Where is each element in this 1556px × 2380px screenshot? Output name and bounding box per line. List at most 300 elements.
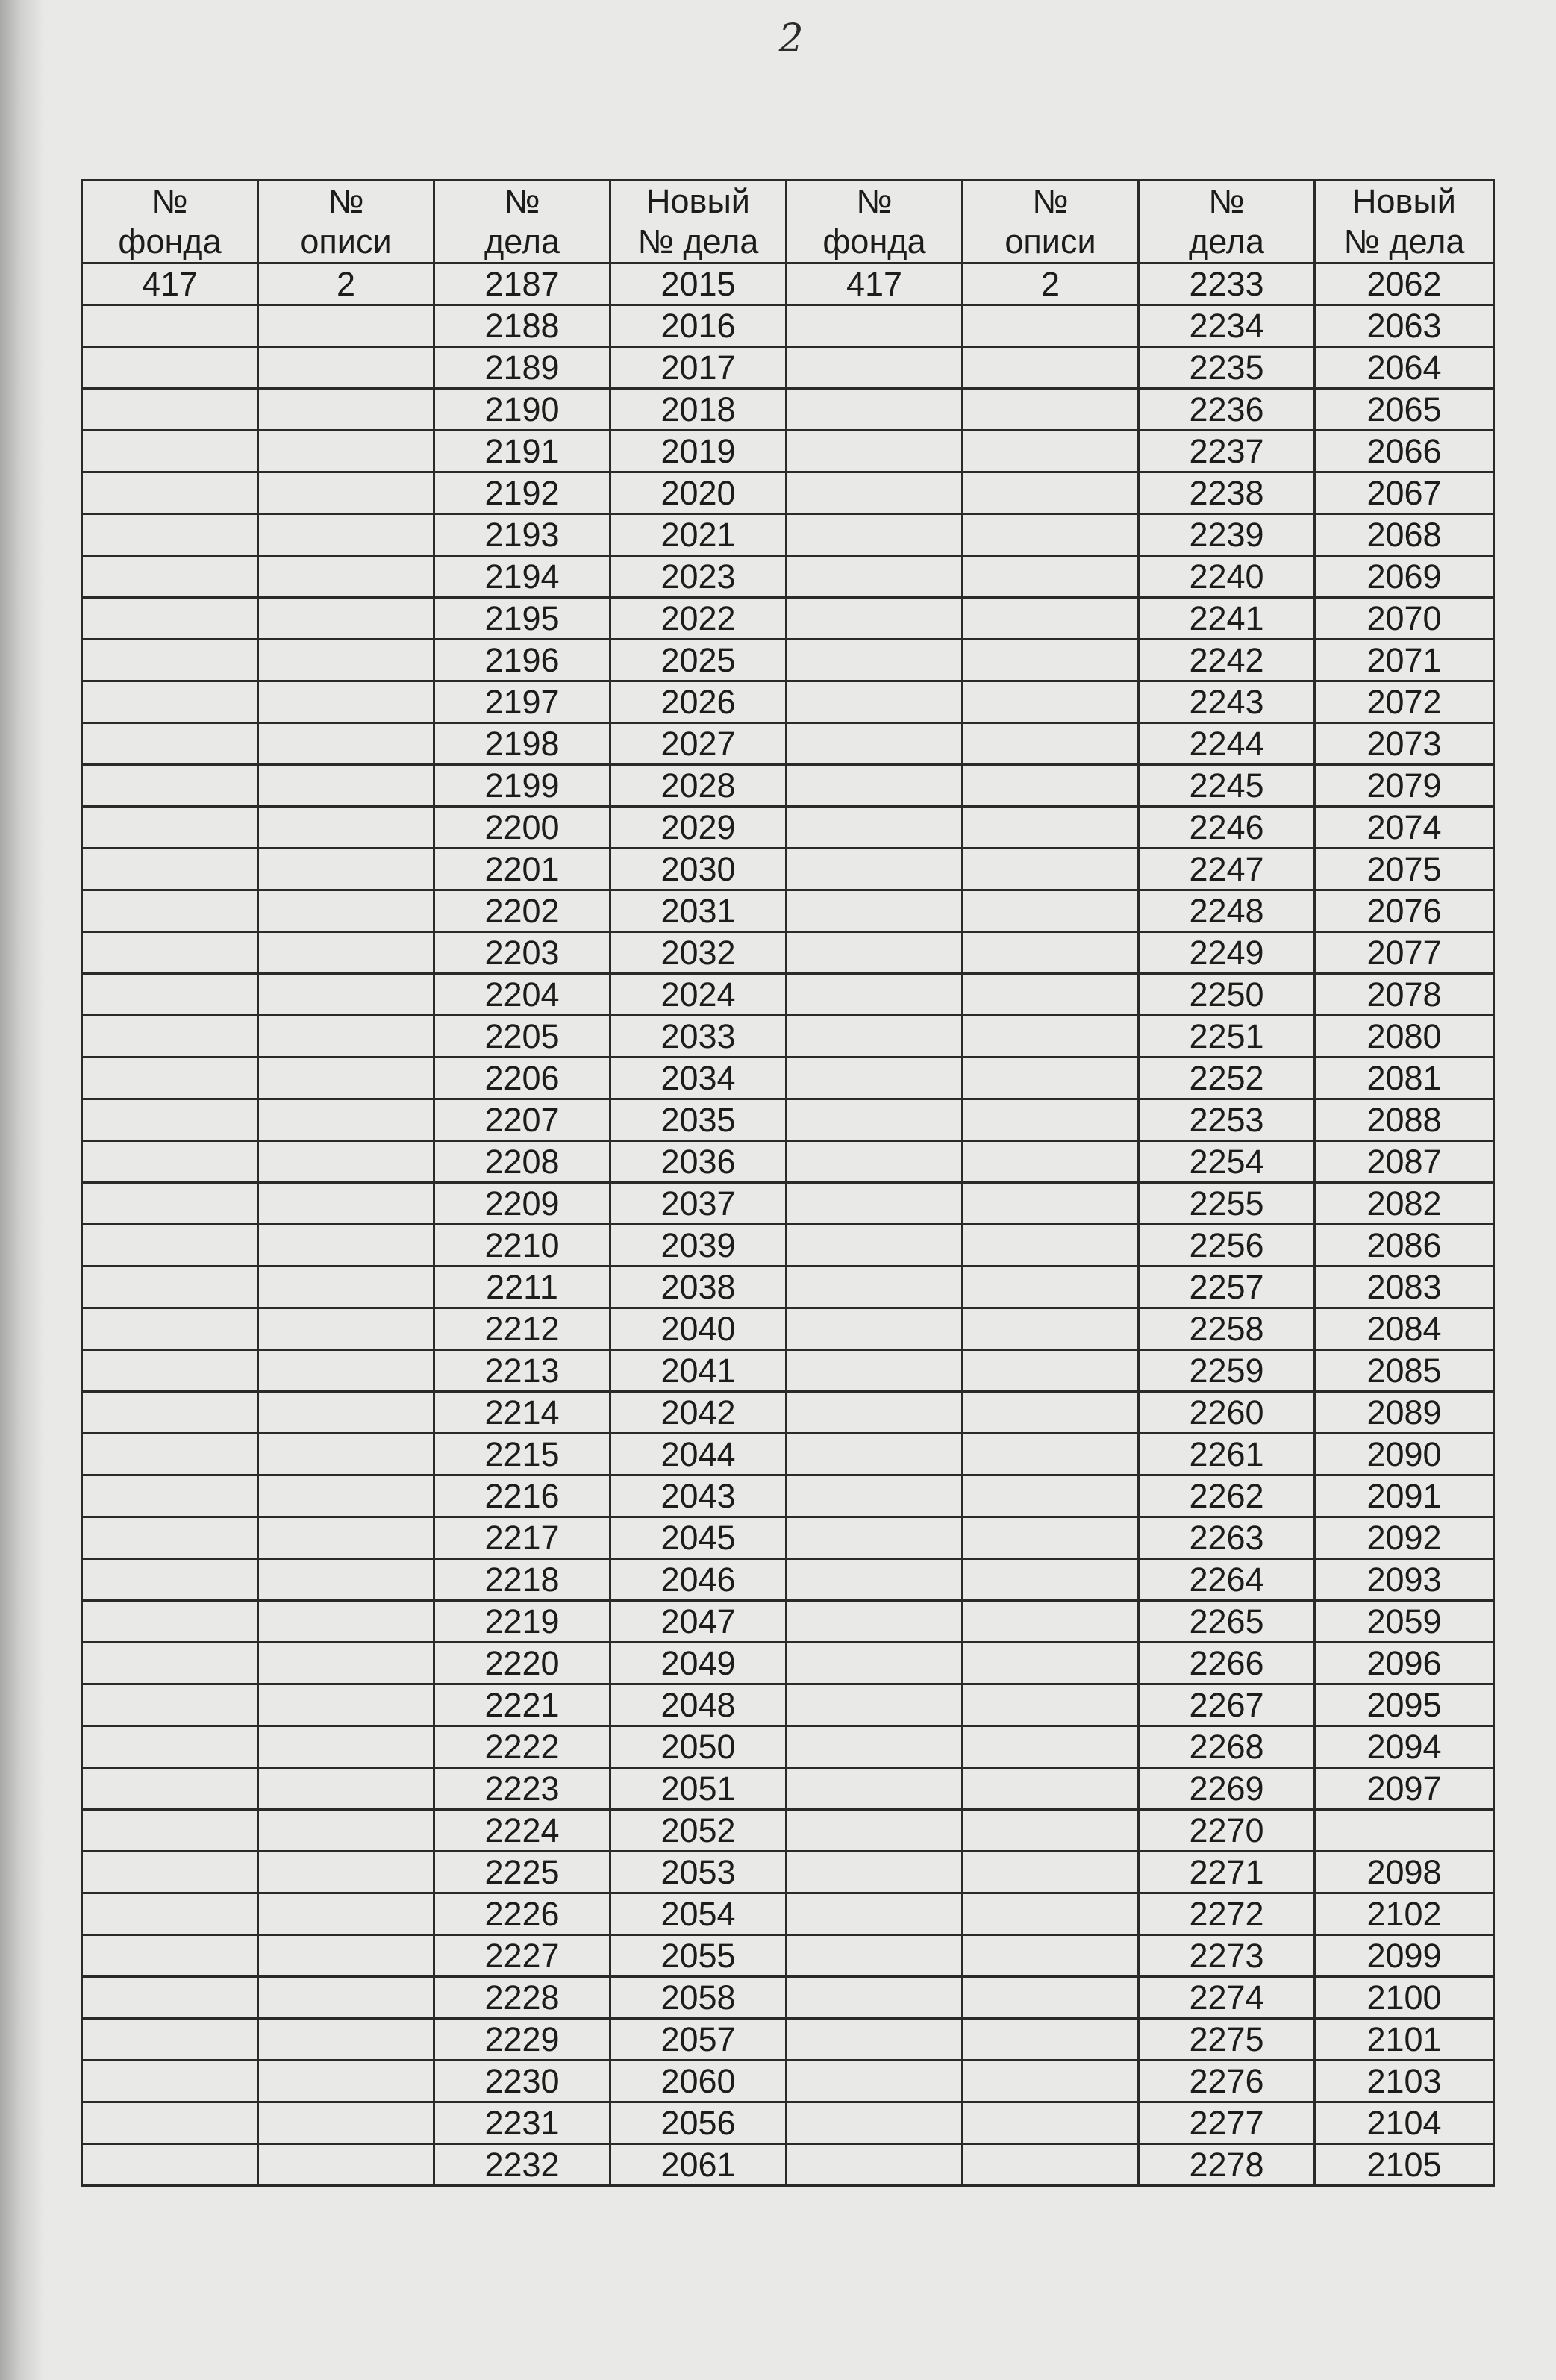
cell-inventory-number: [963, 1726, 1139, 1768]
cell-case-number: 2217: [434, 1517, 610, 1559]
cell-case-number: 2277: [1139, 2102, 1315, 2144]
cell-fund-number: [787, 681, 963, 723]
cell-inventory-number: [963, 765, 1139, 807]
cell-new-case-number: 2089: [1315, 1392, 1494, 1434]
cell-fund-number: [82, 932, 258, 974]
cell-fund-number: [82, 1308, 258, 1350]
cell-case-number: 2255: [1139, 1183, 1315, 1225]
cell-inventory-number: [963, 1141, 1139, 1183]
cell-case-number: 2210: [434, 1225, 610, 1266]
cell-fund-number: [787, 1852, 963, 1893]
cell-case-number: 2245: [1139, 765, 1315, 807]
table-row: [82, 1517, 1494, 1559]
cell-case-number: 2241: [1139, 598, 1315, 640]
table-row: [82, 681, 1494, 723]
table-row: [82, 556, 1494, 598]
cell-fund-number: [82, 1935, 258, 1977]
cell-inventory-number: [258, 2061, 434, 2102]
cell-new-case-number: 2029: [610, 807, 787, 849]
cell-new-case-number: 2026: [610, 681, 787, 723]
cell-new-case-number: 2044: [610, 1434, 787, 1475]
table-row: [82, 1099, 1494, 1141]
cell-case-number: 2218: [434, 1559, 610, 1601]
cell-new-case-number: 2094: [1315, 1726, 1494, 1768]
cell-case-number: 2238: [1139, 472, 1315, 514]
cell-inventory-number: [963, 1434, 1139, 1475]
cell-inventory-number: [258, 1141, 434, 1183]
cell-case-number: 2230: [434, 2061, 610, 2102]
cell-fund-number: [82, 472, 258, 514]
cell-new-case-number: [1315, 1810, 1494, 1852]
cell-case-number: 2275: [1139, 2019, 1315, 2061]
cell-fund-number: [787, 723, 963, 765]
cell-fund-number: [82, 1559, 258, 1601]
cell-fund-number: [787, 556, 963, 598]
table-row: [82, 1183, 1494, 1225]
cell-inventory-number: [963, 1559, 1139, 1601]
cell-inventory-number: [963, 1852, 1139, 1893]
cell-case-number: 2227: [434, 1935, 610, 1977]
cell-new-case-number: 2085: [1315, 1350, 1494, 1392]
cell-new-case-number: 2076: [1315, 890, 1494, 932]
cell-new-case-number: 2086: [1315, 1225, 1494, 1266]
cell-fund-number: [787, 1810, 963, 1852]
cell-new-case-number: 2032: [610, 932, 787, 974]
cell-new-case-number: 2027: [610, 723, 787, 765]
cell-fund-number: [787, 2144, 963, 2186]
cell-inventory-number: [963, 1643, 1139, 1684]
cell-case-number: 2244: [1139, 723, 1315, 765]
cell-case-number: 2250: [1139, 974, 1315, 1016]
cell-case-number: 2220: [434, 1643, 610, 1684]
cell-case-number: 2215: [434, 1434, 610, 1475]
cell-case-number: 2208: [434, 1141, 610, 1183]
cell-case-number: 2209: [434, 1183, 610, 1225]
cell-fund-number: [82, 1183, 258, 1225]
cell-inventory-number: [258, 2019, 434, 2061]
cell-case-number: 2271: [1139, 1852, 1315, 1893]
table-row: [82, 2061, 1494, 2102]
cell-new-case-number: 2052: [610, 1810, 787, 1852]
header-line: дела: [1188, 222, 1265, 260]
cell-new-case-number: 2025: [610, 640, 787, 681]
cell-new-case-number: 2048: [610, 1684, 787, 1726]
cell-fund-number: [787, 1225, 963, 1266]
cell-case-number: 2242: [1139, 640, 1315, 681]
cell-fund-number: [82, 681, 258, 723]
cell-case-number: 2219: [434, 1601, 610, 1643]
cell-new-case-number: 2046: [610, 1559, 787, 1601]
table-row: [82, 1643, 1494, 1684]
cell-fund-number: [82, 1225, 258, 1266]
cell-fund-number: [82, 640, 258, 681]
table-row: [82, 765, 1494, 807]
cell-inventory-number: [258, 932, 434, 974]
cell-fund-number: [787, 514, 963, 556]
header-fund-number: [82, 181, 258, 263]
table-row: [82, 807, 1494, 849]
table-row: [82, 2019, 1494, 2061]
cell-new-case-number: 2055: [610, 1935, 787, 1977]
cell-case-number: 2232: [434, 2144, 610, 2186]
cell-fund-number: [82, 1058, 258, 1099]
cell-case-number: 2187: [434, 263, 610, 305]
cell-case-number: 2265: [1139, 1601, 1315, 1643]
cell-fund-number: [82, 305, 258, 347]
table-row: [82, 1350, 1494, 1392]
cell-inventory-number: [963, 1183, 1139, 1225]
cell-inventory-number: [258, 1058, 434, 1099]
header-line: фонда: [822, 222, 926, 260]
cell-case-number: 2251: [1139, 1016, 1315, 1058]
cell-fund-number: [82, 514, 258, 556]
cell-inventory-number: [258, 640, 434, 681]
table-row: [82, 2144, 1494, 2186]
cell-case-number: 2224: [434, 1810, 610, 1852]
cell-new-case-number: 2041: [610, 1350, 787, 1392]
header-line: дела: [484, 222, 560, 260]
cell-case-number: 2190: [434, 389, 610, 431]
cell-case-number: 2205: [434, 1016, 610, 1058]
cell-inventory-number: [258, 598, 434, 640]
cell-new-case-number: 2033: [610, 1016, 787, 1058]
cell-inventory-number: [963, 598, 1139, 640]
cell-fund-number: [82, 1141, 258, 1183]
table-row: [82, 1977, 1494, 2019]
cell-case-number: 2197: [434, 681, 610, 723]
cell-inventory-number: [258, 1601, 434, 1643]
cell-inventory-number: [963, 1016, 1139, 1058]
cell-new-case-number: 2066: [1315, 431, 1494, 472]
cell-inventory-number: [963, 2144, 1139, 2186]
cell-new-case-number: 2096: [1315, 1643, 1494, 1684]
cell-fund-number: [82, 1475, 258, 1517]
cell-case-number: 2189: [434, 347, 610, 389]
cell-inventory-number: [258, 1016, 434, 1058]
cell-new-case-number: 2093: [1315, 1559, 1494, 1601]
cell-case-number: 2213: [434, 1350, 610, 1392]
cell-fund-number: [787, 1099, 963, 1141]
cell-inventory-number: [963, 347, 1139, 389]
cell-fund-number: [82, 1350, 258, 1392]
cell-case-number: 2226: [434, 1893, 610, 1935]
cell-new-case-number: 2061: [610, 2144, 787, 2186]
cell-fund-number: [787, 1517, 963, 1559]
cell-new-case-number: 2098: [1315, 1852, 1494, 1893]
cell-inventory-number: [258, 514, 434, 556]
cell-case-number: 2237: [1139, 431, 1315, 472]
cell-fund-number: [787, 1726, 963, 1768]
table-row: [82, 1810, 1494, 1852]
cell-inventory-number: [258, 1517, 434, 1559]
table-row: [82, 598, 1494, 640]
cell-inventory-number: [258, 807, 434, 849]
cell-fund-number: [82, 431, 258, 472]
cell-inventory-number: [258, 431, 434, 472]
cell-new-case-number: 2058: [610, 1977, 787, 2019]
cell-inventory-number: [258, 1308, 434, 1350]
cell-inventory-number: [258, 1350, 434, 1392]
cell-case-number: 2202: [434, 890, 610, 932]
cell-fund-number: [82, 2019, 258, 2061]
table-row: [82, 1392, 1494, 1434]
cell-case-number: 2252: [1139, 1058, 1315, 1099]
cell-fund-number: [82, 2102, 258, 2144]
cell-case-number: 2264: [1139, 1559, 1315, 1601]
cell-fund-number: [787, 1684, 963, 1726]
cell-new-case-number: 2057: [610, 2019, 787, 2061]
cell-new-case-number: 2019: [610, 431, 787, 472]
cell-new-case-number: 2023: [610, 556, 787, 598]
header-line: №: [1208, 182, 1245, 220]
cell-inventory-number: [963, 2102, 1139, 2144]
cell-new-case-number: 2028: [610, 765, 787, 807]
cell-case-number: 2246: [1139, 807, 1315, 849]
cell-case-number: 2225: [434, 1852, 610, 1893]
table-row: [82, 1684, 1494, 1726]
cell-inventory-number: [963, 1392, 1139, 1434]
header-new-case-number: [610, 181, 787, 263]
cell-case-number: 2268: [1139, 1726, 1315, 1768]
cell-inventory-number: [963, 514, 1139, 556]
cell-case-number: 2254: [1139, 1141, 1315, 1183]
cell-fund-number: [82, 765, 258, 807]
cell-case-number: 2214: [434, 1392, 610, 1434]
cell-case-number: 2231: [434, 2102, 610, 2144]
cell-fund-number: [82, 389, 258, 431]
cell-fund-number: [82, 1266, 258, 1308]
cell-inventory-number: [258, 1183, 434, 1225]
cell-inventory-number: [963, 305, 1139, 347]
cell-case-number: 2229: [434, 2019, 610, 2061]
cell-inventory-number: [963, 1308, 1139, 1350]
cell-fund-number: [82, 1016, 258, 1058]
cell-case-number: 2211: [434, 1266, 610, 1308]
cell-new-case-number: 2018: [610, 389, 787, 431]
cell-inventory-number: [258, 389, 434, 431]
cell-new-case-number: 2045: [610, 1517, 787, 1559]
cell-case-number: 2258: [1139, 1308, 1315, 1350]
cell-fund-number: [787, 807, 963, 849]
cell-fund-number: [82, 890, 258, 932]
cell-new-case-number: 2043: [610, 1475, 787, 1517]
table-row: [82, 1559, 1494, 1601]
cell-new-case-number: 2080: [1315, 1016, 1494, 1058]
cell-case-number: 2261: [1139, 1434, 1315, 1475]
cell-new-case-number: 2101: [1315, 2019, 1494, 2061]
cell-new-case-number: 2075: [1315, 849, 1494, 890]
table-row: [82, 514, 1494, 556]
cell-new-case-number: 2078: [1315, 974, 1494, 1016]
cell-inventory-number: [963, 472, 1139, 514]
cell-inventory-number: [963, 431, 1139, 472]
cell-inventory-number: [963, 2019, 1139, 2061]
header-line: № дела: [637, 222, 759, 260]
header-fund-number: [787, 181, 963, 263]
cell-new-case-number: 2024: [610, 974, 787, 1016]
cell-inventory-number: [963, 1517, 1139, 1559]
cell-case-number: 2267: [1139, 1684, 1315, 1726]
cell-fund-number: [787, 598, 963, 640]
table-row: [82, 1935, 1494, 1977]
cell-fund-number: 417: [82, 263, 258, 305]
cell-case-number: 2269: [1139, 1768, 1315, 1810]
cell-new-case-number: 2082: [1315, 1183, 1494, 1225]
cell-new-case-number: 2021: [610, 514, 787, 556]
cell-case-number: 2203: [434, 932, 610, 974]
table-row: [82, 1308, 1494, 1350]
cell-new-case-number: 2105: [1315, 2144, 1494, 2186]
cell-fund-number: [82, 1977, 258, 2019]
table-row: [82, 1016, 1494, 1058]
cell-inventory-number: [258, 1977, 434, 2019]
cell-fund-number: [82, 1099, 258, 1141]
cell-inventory-number: [963, 1099, 1139, 1141]
cell-new-case-number: 2054: [610, 1893, 787, 1935]
table-row: [82, 1852, 1494, 1893]
cell-case-number: 2240: [1139, 556, 1315, 598]
header-case-number: [434, 181, 610, 263]
cell-new-case-number: 2063: [1315, 305, 1494, 347]
cell-fund-number: [82, 1643, 258, 1684]
cell-new-case-number: 2038: [610, 1266, 787, 1308]
cell-fund-number: [787, 347, 963, 389]
cell-new-case-number: 2083: [1315, 1266, 1494, 1308]
cell-new-case-number: 2050: [610, 1726, 787, 1768]
table-row: [82, 974, 1494, 1016]
cell-fund-number: [787, 2019, 963, 2061]
cell-new-case-number: 2040: [610, 1308, 787, 1350]
page-edge-shadow: [0, 0, 45, 2380]
cell-new-case-number: 2069: [1315, 556, 1494, 598]
header-line: №: [151, 182, 188, 220]
cell-inventory-number: [963, 1225, 1139, 1266]
cell-new-case-number: 2062: [1315, 263, 1494, 305]
cell-new-case-number: 2071: [1315, 640, 1494, 681]
cell-inventory-number: [258, 2144, 434, 2186]
table-row: [82, 431, 1494, 472]
cell-inventory-number: [963, 1810, 1139, 1852]
cell-new-case-number: 2034: [610, 1058, 787, 1099]
cell-fund-number: [82, 1684, 258, 1726]
cell-inventory-number: [963, 1768, 1139, 1810]
table-row: [82, 263, 1494, 305]
cell-inventory-number: [963, 1684, 1139, 1726]
cell-new-case-number: 2017: [610, 347, 787, 389]
cell-inventory-number: [258, 1475, 434, 1517]
cell-new-case-number: 2103: [1315, 2061, 1494, 2102]
cell-inventory-number: [258, 2102, 434, 2144]
cell-case-number: 2272: [1139, 1893, 1315, 1935]
cell-new-case-number: 2047: [610, 1601, 787, 1643]
cell-case-number: 2260: [1139, 1392, 1315, 1434]
cell-fund-number: [82, 849, 258, 890]
cell-inventory-number: [963, 2061, 1139, 2102]
table-row: [82, 1893, 1494, 1935]
cell-case-number: 2248: [1139, 890, 1315, 932]
table-row: [82, 1601, 1494, 1643]
cell-fund-number: [82, 2144, 258, 2186]
cell-inventory-number: [258, 1935, 434, 1977]
table-row: [82, 1058, 1494, 1099]
table-header-row: [82, 181, 1494, 263]
cell-case-number: 2243: [1139, 681, 1315, 723]
cell-inventory-number: [963, 1601, 1139, 1643]
cell-case-number: 2222: [434, 1726, 610, 1768]
cell-new-case-number: 2060: [610, 2061, 787, 2102]
cell-fund-number: [787, 932, 963, 974]
cell-new-case-number: 2056: [610, 2102, 787, 2144]
cell-fund-number: [82, 1893, 258, 1935]
cell-new-case-number: 2087: [1315, 1141, 1494, 1183]
cell-inventory-number: [963, 1935, 1139, 1977]
cell-new-case-number: 2064: [1315, 347, 1494, 389]
table-row: [82, 1475, 1494, 1517]
cell-fund-number: [82, 1434, 258, 1475]
cell-inventory-number: [963, 974, 1139, 1016]
cell-case-number: 2263: [1139, 1517, 1315, 1559]
cell-inventory-number: [963, 1475, 1139, 1517]
header-line: №: [328, 182, 364, 220]
cell-new-case-number: 2042: [610, 1392, 787, 1434]
cell-inventory-number: [258, 974, 434, 1016]
cell-inventory-number: [258, 1434, 434, 1475]
cell-new-case-number: 2031: [610, 890, 787, 932]
cell-case-number: 2239: [1139, 514, 1315, 556]
cell-inventory-number: [963, 1266, 1139, 1308]
cell-case-number: 2198: [434, 723, 610, 765]
cell-inventory-number: [258, 1643, 434, 1684]
cell-new-case-number: 2015: [610, 263, 787, 305]
header-line: описи: [1004, 222, 1096, 260]
cell-case-number: 2256: [1139, 1225, 1315, 1266]
cell-case-number: 2253: [1139, 1099, 1315, 1141]
cell-new-case-number: 2097: [1315, 1768, 1494, 1810]
cell-case-number: 2233: [1139, 263, 1315, 305]
cell-fund-number: [787, 2061, 963, 2102]
cell-case-number: 2223: [434, 1768, 610, 1810]
cell-inventory-number: [963, 389, 1139, 431]
cell-fund-number: [787, 1643, 963, 1684]
cell-inventory-number: [258, 1099, 434, 1141]
cell-fund-number: [787, 1935, 963, 1977]
cell-case-number: 2228: [434, 1977, 610, 2019]
cell-case-number: 2270: [1139, 1810, 1315, 1852]
table-row: [82, 305, 1494, 347]
cell-inventory-number: 2: [963, 263, 1139, 305]
cell-case-number: 2194: [434, 556, 610, 598]
cell-fund-number: [787, 1601, 963, 1643]
cell-fund-number: [787, 1308, 963, 1350]
cell-new-case-number: 2067: [1315, 472, 1494, 514]
cell-inventory-number: [258, 1726, 434, 1768]
cell-case-number: 2276: [1139, 2061, 1315, 2102]
cell-new-case-number: 2102: [1315, 1893, 1494, 1935]
cell-case-number: 2200: [434, 807, 610, 849]
header-line: фонда: [118, 222, 222, 260]
cell-case-number: 2196: [434, 640, 610, 681]
cell-case-number: 2234: [1139, 305, 1315, 347]
cell-new-case-number: 2039: [610, 1225, 787, 1266]
cell-fund-number: [787, 1559, 963, 1601]
cell-case-number: 2216: [434, 1475, 610, 1517]
cell-fund-number: [82, 1517, 258, 1559]
cell-new-case-number: 2084: [1315, 1308, 1494, 1350]
cell-fund-number: [82, 556, 258, 598]
cell-case-number: 2212: [434, 1308, 610, 1350]
cell-fund-number: [787, 1392, 963, 1434]
cell-fund-number: [787, 1266, 963, 1308]
